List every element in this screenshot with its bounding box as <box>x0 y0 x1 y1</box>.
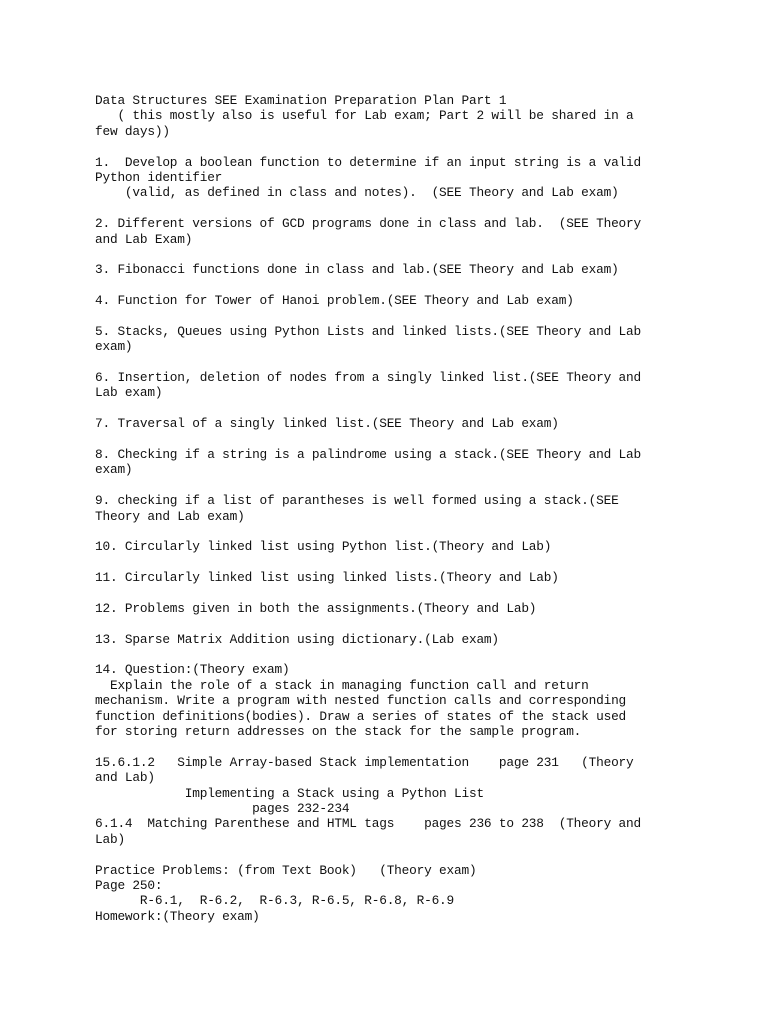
text-line: function definitions(bodies). Draw a series of states of the stack used <box>95 708 627 724</box>
blank-line <box>95 355 695 370</box>
text-line: 6.1.4 Matching Parenthese and HTML tags pages 236 to 238 (Theory and <box>95 816 641 832</box>
blank-line <box>95 647 695 662</box>
list-item-13: 13. Sparse Matrix Addition using dictionary.(Lab exam) <box>95 631 499 647</box>
document-page <box>95 93 695 924</box>
blank-line <box>95 401 695 416</box>
text-line: exam) <box>95 462 133 478</box>
text-line: exam) <box>95 339 133 355</box>
text-line: pages 232-234 <box>95 800 350 816</box>
text-line: for storing return addresses on the stack for the sample program. <box>95 724 582 740</box>
list-item-15: 15.6.1.2 Simple Array-based Stack implementation page 231 (Theory <box>95 754 634 770</box>
blank-line <box>95 739 695 754</box>
list-item-10: 10. Circularly linked list using Python list.(Theory and Lab) <box>95 539 552 555</box>
practice-problems-heading: Practice Problems: (from Text Book) (Theory exam) <box>95 862 477 878</box>
homework-heading: Homework:(Theory exam) <box>95 908 260 924</box>
text-line: mechanism. Write a program with nested function calls and corresponding <box>95 693 627 709</box>
blank-line <box>95 524 695 539</box>
text-line: Implementing a Stack using a Python List <box>95 785 484 801</box>
document-title: Data Structures SEE Examination Preparation Plan Part 1 <box>95 93 507 108</box>
blank-line <box>95 478 695 493</box>
blank-line <box>95 555 695 570</box>
list-item-9: 9. checking if a list of parantheses is well formed using a stack.(SEE <box>95 493 619 509</box>
blank-line <box>95 432 695 447</box>
list-item-11: 11. Circularly linked list using linked lists.(Theory and Lab) <box>95 570 559 586</box>
text-line: Theory and Lab exam) <box>95 508 245 524</box>
text-line: Lab) <box>95 831 125 847</box>
list-item-4: 4. Function for Tower of Hanoi problem.(SEE Theory and Lab exam) <box>95 293 574 309</box>
list-item-8: 8. Checking if a string is a palindrome using a stack.(SEE Theory and Lab <box>95 446 641 462</box>
blank-line <box>95 847 695 862</box>
blank-line <box>95 139 695 154</box>
list-item-3: 3. Fibonacci functions done in class and lab.(SEE Theory and Lab exam) <box>95 262 619 278</box>
text-line: and Lab Exam) <box>95 231 193 247</box>
blank-line <box>95 247 695 262</box>
list-item-12: 12. Problems given in both the assignments.(Theory and Lab) <box>95 600 537 616</box>
text-line: R-6.1, R-6.2, R-6.3, R-6.5, R-6.8, R-6.9 <box>95 893 455 909</box>
blank-line <box>95 201 695 216</box>
list-item-1: 1. Develop a boolean function to determine if an input string is a valid <box>95 154 641 170</box>
blank-line <box>95 308 695 323</box>
blank-line <box>95 278 695 293</box>
list-item-6: 6. Insertion, deletion of nodes from a singly linked list.(SEE Theory and <box>95 370 641 386</box>
text-line: Explain the role of a stack in managing function call and return <box>95 677 589 693</box>
text-line: Lab exam) <box>95 385 163 401</box>
text-line: few days)) <box>95 123 170 139</box>
text-line: ( this mostly also is useful for Lab exam; Part 2 will be shared in a <box>95 108 634 124</box>
text-line: and Lab) <box>95 770 155 786</box>
blank-line <box>95 616 695 631</box>
list-item-2: 2. Different versions of GCD programs done in class and lab. (SEE Theory <box>95 216 641 232</box>
list-item-14: 14. Question:(Theory exam) <box>95 662 290 678</box>
list-item-5: 5. Stacks, Queues using Python Lists and linked lists.(SEE Theory and Lab <box>95 323 641 339</box>
text-line: Page 250: <box>95 877 163 893</box>
text-line: Python identifier <box>95 169 223 185</box>
text-line: (valid, as defined in class and notes). (SEE Theory and Lab exam) <box>95 185 619 201</box>
blank-line <box>95 586 695 601</box>
list-item-7: 7. Traversal of a singly linked list.(SEE Theory and Lab exam) <box>95 416 559 432</box>
